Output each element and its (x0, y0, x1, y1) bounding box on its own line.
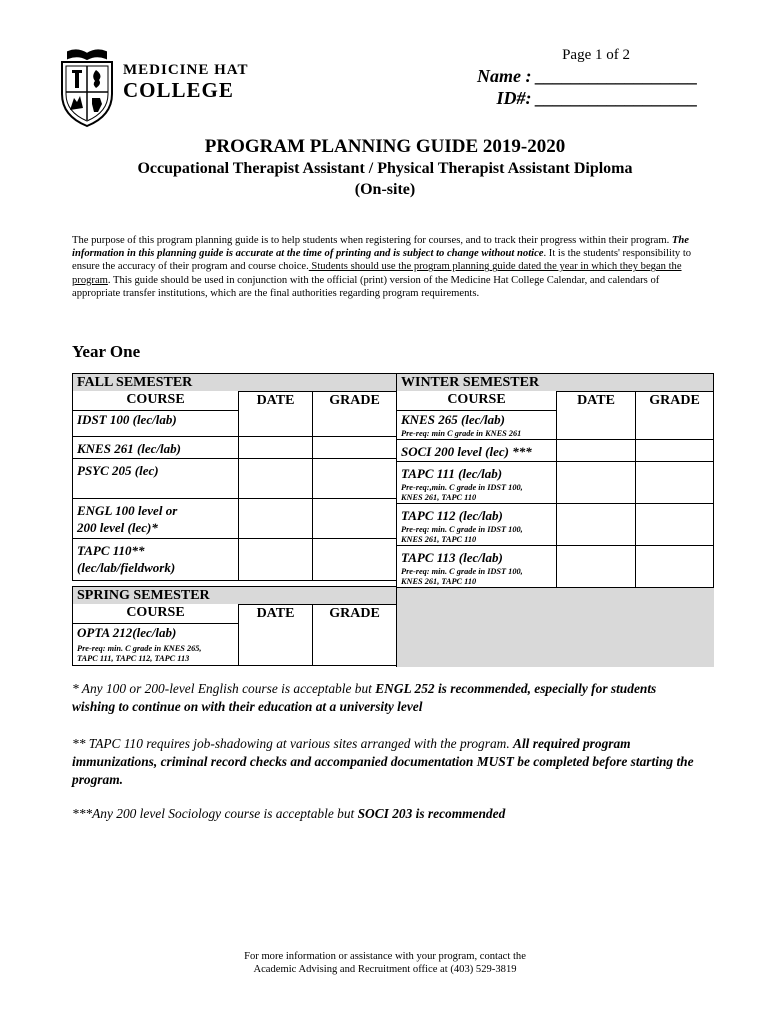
winter-course-name: KNES 265 (lec/lab) (401, 412, 505, 427)
fall-course-name: KNES 261 (lec/lab) (77, 441, 181, 456)
intro-paragraph (72, 234, 700, 300)
winter-course-row (397, 462, 557, 504)
fall-course-name: TAPC 110** (77, 543, 145, 558)
winter-grade-header: GRADE (636, 392, 714, 440)
winter-course-row (397, 411, 557, 440)
spring-semester-table (72, 586, 397, 666)
footer-line-1: For more information or assistance with your program, contact the (244, 951, 526, 962)
winter-course-name: TAPC 112 (lec/lab) (401, 508, 503, 523)
note-english-recommendation: ENGL 252 is recommended, especially for students wishing to continue on with their education at a university level (72, 681, 657, 714)
fall-date-cell[interactable] (239, 539, 313, 581)
fall-date-cell[interactable] (239, 499, 313, 539)
winter-prereq: Pre-req: min C grade in KNES 261 (401, 429, 522, 438)
intro-text-2: . It is the students' responsibility to ensure the accuracy of their program and course choice. (72, 248, 692, 273)
winter-course-name: SOCI 200 level (lec) *** (401, 444, 532, 459)
fall-course-name-cont: (lec/lab/fieldwork) (77, 560, 176, 575)
college-crest-logo (58, 46, 116, 130)
spring-course-name: OPTA 212(lec/lab) (77, 625, 177, 640)
student-name-field[interactable]: Name : __________________ (477, 66, 698, 86)
winter-grade-cell[interactable] (636, 546, 714, 588)
winter-prereq: Pre-req: min. C grade in IDST 100, (401, 567, 523, 576)
fall-course-header: COURSE (73, 392, 239, 411)
intro-underlined-note: Students should use the program planning guide dated the year in which they began the program (72, 261, 682, 286)
document-subtitle (0, 158, 770, 200)
college-name-line2: COLLEGE (123, 78, 234, 102)
intro-text-1: The purpose of this program planning guide is to help students when registering for courses, and to track their progress within their program. (72, 235, 672, 246)
fall-course-row (73, 411, 239, 437)
intro-text-3: . This guide should be used in conjunction with the official (print) version of the Medicine Hat College Calendar, and calendars of appropriate transfer institutions, which are the final authorities regarding program requirements. (72, 274, 660, 299)
winter-course-name: TAPC 111 (lec/lab) (401, 466, 503, 481)
note-tapc110-text: ** TAPC 110 requires job-shadowing at various sites arranged with the program. (72, 736, 514, 751)
winter-date-cell[interactable] (557, 462, 636, 504)
fall-semester-label: FALL SEMESTER (73, 374, 397, 392)
fall-course-name: ENGL 100 level or (77, 503, 178, 518)
fall-grade-cell[interactable] (313, 539, 397, 581)
footer-line-2: Academic Advising and Recruitment office at (403) 529-3819 (253, 964, 517, 975)
spring-course-row (73, 624, 239, 666)
college-name-line1: MEDICINE HAT (123, 62, 249, 78)
fall-grade-cell[interactable] (313, 459, 397, 499)
winter-date-cell[interactable] (557, 440, 636, 462)
winter-course-name: TAPC 113 (lec/lab) (401, 550, 503, 565)
note-tapc110-requirement: All required program immunizations, criminal record checks and accompanied documentation MUST be completed before starting the program. (72, 736, 694, 787)
note-sociology-recommendation: SOCI 203 is recommended (357, 806, 506, 821)
winter-prereq-cont: KNES 261, TAPC 110 (401, 577, 477, 586)
fall-course-row (73, 499, 239, 539)
fall-semester-table (72, 373, 397, 581)
winter-prereq: Pre-req:,min. C grade in IDST 100, (401, 483, 523, 492)
note-english-text: * Any 100 or 200-level English course is acceptable but (72, 681, 376, 696)
fall-grade-cell[interactable] (313, 437, 397, 459)
note-sociology (72, 805, 702, 823)
winter-prereq-cont: KNES 261, TAPC 110 (401, 493, 477, 502)
spring-prereq-cont: TAPC 111, TAPC 112, TAPC 113 (77, 654, 190, 663)
fall-date-header: DATE (239, 392, 313, 437)
subtitle-line-1: Occupational Therapist Assistant / Physical Therapist Assistant Diploma (137, 160, 633, 177)
fall-course-row (73, 437, 239, 459)
winter-prereq: Pre-req: min. C grade in IDST 100, (401, 525, 523, 534)
winter-date-cell[interactable] (557, 504, 636, 546)
fall-date-cell[interactable] (239, 437, 313, 459)
spring-grade-header: GRADE (313, 605, 397, 666)
document-title: PROGRAM PLANNING GUIDE 2019-2020 (204, 136, 566, 157)
spring-semester-label: SPRING SEMESTER (73, 587, 397, 605)
winter-course-header: COURSE (397, 392, 557, 411)
fall-grade-header: GRADE (313, 392, 397, 437)
winter-semester-table (396, 373, 714, 667)
footer-contact (0, 950, 770, 976)
winter-blank-area (397, 588, 714, 667)
student-id-field[interactable]: ID#: __________________ (496, 88, 698, 108)
fall-date-cell[interactable] (239, 459, 313, 499)
winter-prereq-cont: KNES 261, TAPC 110 (401, 535, 477, 544)
subtitle-line-2: (On-site) (354, 181, 416, 198)
note-english (72, 680, 702, 716)
page-number: Page 1 of 2 (562, 47, 630, 63)
fall-grade-cell[interactable] (313, 499, 397, 539)
note-sociology-text: ***Any 200 level Sociology course is acceptable but (72, 806, 358, 821)
winter-course-row (397, 504, 557, 546)
college-wordmark (123, 63, 248, 101)
fall-course-name: PSYC 205 (lec) (77, 463, 159, 478)
winter-date-cell[interactable] (557, 546, 636, 588)
winter-grade-cell[interactable] (636, 462, 714, 504)
intro-disclaimer: The information in this planning guide is accurate at the time of printing and is subject to change without notice (72, 235, 689, 260)
winter-grade-cell[interactable] (636, 440, 714, 462)
fall-course-name: IDST 100 (lec/lab) (77, 412, 177, 427)
fall-course-name-cont: 200 level (lec)* (77, 520, 158, 535)
winter-date-header: DATE (557, 392, 636, 440)
winter-course-row (397, 440, 557, 462)
spring-date-header: DATE (239, 605, 313, 666)
year-heading: Year One (72, 342, 141, 361)
winter-semester-label: WINTER SEMESTER (397, 374, 714, 392)
winter-grade-cell[interactable] (636, 504, 714, 546)
winter-course-row (397, 546, 557, 588)
spring-course-header: COURSE (73, 605, 239, 624)
fall-course-row (73, 459, 239, 499)
note-tapc110 (72, 735, 702, 789)
spring-prereq: Pre-req: min. C grade in KNES 265, (77, 644, 202, 653)
fall-course-row (73, 539, 239, 581)
